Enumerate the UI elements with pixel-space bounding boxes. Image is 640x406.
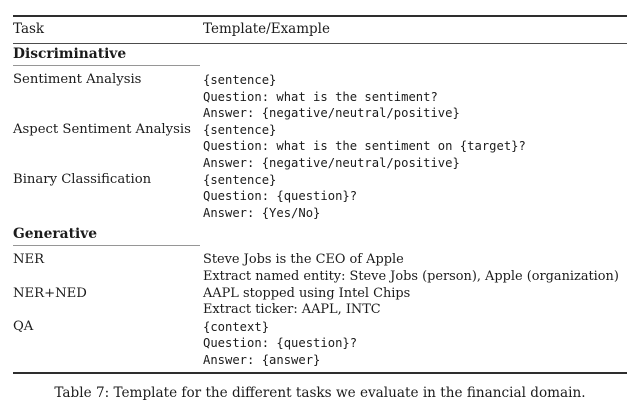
section-generative-rows	[13, 246, 627, 371]
table-header-row	[13, 17, 627, 43]
template-cell	[203, 122, 627, 172]
template-line: Answer: {answer}	[203, 352, 321, 367]
column-header-task: Task	[13, 21, 45, 37]
table-row	[13, 72, 627, 122]
task-label: NER+NED	[13, 285, 87, 301]
table-row	[13, 122, 627, 172]
table-row	[13, 252, 627, 285]
table-bottom-rule	[13, 372, 627, 374]
template-cell	[203, 252, 627, 285]
task-template-table	[13, 15, 627, 374]
task-label: Binary Classification	[13, 171, 152, 187]
template-line: Question: {question}?	[203, 336, 358, 351]
template-line: Question: what is the sentiment on {target}?	[203, 139, 526, 154]
example-line: AAPL stopped using Intel Chips	[203, 285, 411, 301]
section-title-generative: Generative	[13, 224, 627, 246]
template-cell	[203, 172, 627, 222]
task-label: QA	[13, 318, 34, 334]
example-line: Extract ticker: AAPL, INTC	[203, 302, 381, 318]
template-line: Answer: {negative/neutral/positive}	[203, 155, 460, 170]
template-line: Question: {question}?	[203, 189, 358, 204]
task-label: Aspect Sentiment Analysis	[13, 121, 191, 137]
template-line: {sentence}	[203, 172, 277, 187]
column-header-template-example: Template/Example	[203, 21, 330, 37]
example-line: Extract named entity: Steve Jobs (person), Apple (organization)	[203, 268, 619, 284]
table-row	[13, 172, 627, 222]
template-line: {sentence}	[203, 122, 277, 137]
table-row	[13, 319, 627, 369]
template-line: {context}	[203, 319, 270, 334]
section-discriminative-rows	[13, 66, 627, 224]
template-line: {sentence}	[203, 73, 277, 87]
template-cell	[203, 319, 627, 369]
template-line: Answer: {negative/neutral/positive}	[203, 106, 460, 121]
table-row	[13, 286, 627, 319]
template-cell	[203, 286, 627, 319]
template-line: Question: what is the sentiment?	[203, 89, 438, 104]
template-cell	[203, 72, 627, 122]
section-title-discriminative: Discriminative	[13, 44, 627, 66]
table-caption: Table 7: Template for the different tasks we evaluate in the financial domain.	[54, 385, 586, 401]
task-label: NER	[13, 252, 45, 268]
task-label: Sentiment Analysis	[13, 72, 142, 87]
template-line: Answer: {Yes/No}	[203, 205, 321, 220]
example-line: Steve Jobs is the CEO of Apple	[203, 252, 404, 268]
